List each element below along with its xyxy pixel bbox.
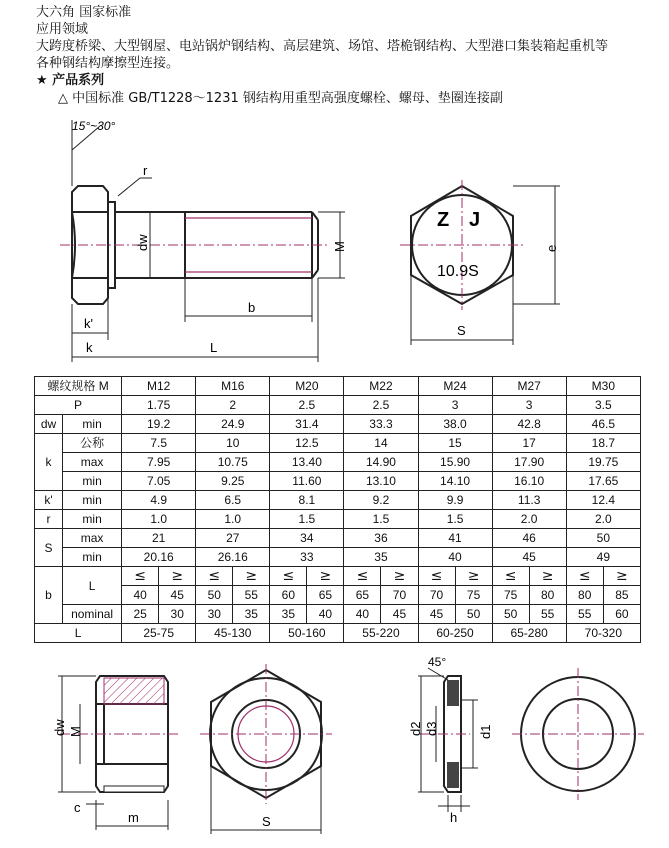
table-cell: 60 [603, 605, 640, 624]
row-label: dw [35, 415, 63, 434]
table-header-cell: M22 [344, 377, 418, 396]
table-cell: 50-160 [270, 624, 344, 643]
table-cell: 60 [270, 586, 307, 605]
table-cell: 46 [492, 529, 566, 548]
table-cell: 31.4 [270, 415, 344, 434]
table-cell: 38.0 [418, 415, 492, 434]
table-cell: 14.10 [418, 472, 492, 491]
table-row [35, 548, 641, 567]
table-cell: 15 [418, 434, 492, 453]
table-cell: 40 [122, 586, 159, 605]
table-cell: 40 [344, 605, 381, 624]
row-label: k [35, 434, 63, 491]
row-sublabel: min [63, 415, 122, 434]
product-series-heading: ★ 产品系列 [36, 73, 105, 88]
row-sublabel: min [63, 491, 122, 510]
row-sublabel: L [63, 567, 122, 605]
row-label: L [35, 624, 122, 643]
table-cell: 14 [344, 434, 418, 453]
table-row [35, 472, 641, 491]
table-cell: 9.2 [344, 491, 418, 510]
table-cell: 14.90 [344, 453, 418, 472]
table-cell: 70 [381, 586, 418, 605]
row-label: b [35, 567, 63, 624]
table-cell: 70-320 [566, 624, 640, 643]
table-cell: 25 [122, 605, 159, 624]
table-cell: 80 [529, 586, 566, 605]
table-cell: 30 [159, 605, 196, 624]
row-label: P [35, 396, 122, 415]
table-cell: 2 [196, 396, 270, 415]
table-cell: 55-220 [344, 624, 418, 643]
table-cell: 17 [492, 434, 566, 453]
table-cell: 15.90 [418, 453, 492, 472]
table-cell: 10.75 [196, 453, 270, 472]
table-header-cell: M20 [270, 377, 344, 396]
table-cell: 50 [492, 605, 529, 624]
row-sublabel: max [63, 453, 122, 472]
row-sublabel: min [63, 548, 122, 567]
le-symbol: ≤ [270, 567, 307, 586]
table-cell: 17.65 [566, 472, 640, 491]
nut-washer-drawing [0, 650, 669, 848]
table-cell: 42.8 [492, 415, 566, 434]
table-header-cell: 螺纹规格 M [35, 377, 122, 396]
washer-d1-label: d1 [478, 724, 493, 739]
ge-symbol: ≥ [455, 567, 492, 586]
table-cell: 24.9 [196, 415, 270, 434]
table-cell: 46.5 [566, 415, 640, 434]
table-cell: 20.16 [122, 548, 196, 567]
table-row [35, 434, 641, 453]
table-cell: 45 [418, 605, 455, 624]
table-cell: 55 [529, 605, 566, 624]
table-cell: 30 [196, 605, 233, 624]
table-cell: 50 [196, 586, 233, 605]
application-text-2: 各种钢结构摩擦型连接。 [36, 56, 180, 71]
application-heading: 应用领域 [36, 22, 89, 37]
table-cell: 18.7 [566, 434, 640, 453]
table-row [35, 415, 641, 434]
table-cell: 2.0 [566, 510, 640, 529]
le-symbol: ≤ [122, 567, 159, 586]
table-row [35, 586, 641, 605]
table-cell: 3.5 [566, 396, 640, 415]
table-cell: 3 [492, 396, 566, 415]
nut-m-label: m [128, 810, 139, 825]
row-sublabel: min [63, 472, 122, 491]
table-row [35, 529, 641, 548]
table-cell: 1.0 [122, 510, 196, 529]
ge-symbol: ≥ [307, 567, 344, 586]
table-cell: 45 [381, 605, 418, 624]
table-cell: 35 [344, 548, 418, 567]
ge-symbol: ≥ [603, 567, 640, 586]
k-prime-label: k' [84, 316, 93, 331]
table-cell: 7.5 [122, 434, 196, 453]
table-header-cell: M16 [196, 377, 270, 396]
table-cell: 49 [566, 548, 640, 567]
washer-angle-label: 45° [428, 655, 447, 669]
row-label: S [35, 529, 63, 567]
table-cell: 55 [233, 586, 270, 605]
table-cell: 2.5 [270, 396, 344, 415]
table-cell: 50 [566, 529, 640, 548]
row-sublabel: 公称 [63, 434, 122, 453]
table-header-cell: M27 [492, 377, 566, 396]
table-cell: 25-75 [122, 624, 196, 643]
table-cell: 1.5 [418, 510, 492, 529]
table-cell: 7.05 [122, 472, 196, 491]
b-label: b [248, 300, 256, 315]
table-cell: 36 [344, 529, 418, 548]
table-cell: 19.2 [122, 415, 196, 434]
table-cell: 6.5 [196, 491, 270, 510]
M-label: M [332, 241, 347, 252]
table-header-cell: M30 [566, 377, 640, 396]
ge-symbol: ≥ [233, 567, 270, 586]
table-cell: 65-280 [492, 624, 566, 643]
table-cell: 11.3 [492, 491, 566, 510]
table-cell: 40 [418, 548, 492, 567]
table-cell: 40 [307, 605, 344, 624]
title-line: 大六角 国家标准 [36, 5, 132, 20]
table-cell: 41 [418, 529, 492, 548]
S-label: S [457, 323, 466, 338]
table-cell: 45 [159, 586, 196, 605]
table-cell: 7.95 [122, 453, 196, 472]
table-cell: 1.5 [344, 510, 418, 529]
table-cell: 13.40 [270, 453, 344, 472]
table-cell: 8.1 [270, 491, 344, 510]
washer-h-label: h [450, 810, 458, 825]
table-cell: 2.0 [492, 510, 566, 529]
table-row [35, 491, 641, 510]
table-row [35, 605, 641, 624]
ge-symbol: ≥ [529, 567, 566, 586]
angle-label: 15°~30° [72, 119, 116, 133]
table-cell: 45-130 [196, 624, 270, 643]
table-row [35, 453, 641, 472]
spec-table [34, 376, 641, 643]
table-cell: 65 [344, 586, 381, 605]
table-cell: 19.75 [566, 453, 640, 472]
table-cell: 13.10 [344, 472, 418, 491]
table-cell: 12.4 [566, 491, 640, 510]
grade-mark: 10.9S [437, 263, 479, 280]
table-cell: 26.16 [196, 548, 270, 567]
table-cell: 60-250 [418, 624, 492, 643]
row-sublabel: min [63, 510, 122, 529]
le-symbol: ≤ [566, 567, 603, 586]
nut-M-label: M [68, 726, 83, 737]
table-cell: 27 [196, 529, 270, 548]
table-cell: 85 [603, 586, 640, 605]
table-cell: 1.0 [196, 510, 270, 529]
table-cell: 16.10 [492, 472, 566, 491]
table-cell: 9.25 [196, 472, 270, 491]
table-cell: 70 [418, 586, 455, 605]
standard-line: △ 中国标准 GB/T1228～1231 钢结构用重型高强度螺栓、螺母、垫圈连接副 [58, 91, 503, 106]
row-sublabel: nominal [63, 605, 122, 624]
head-mark-z: Z [437, 209, 450, 231]
table-row [35, 510, 641, 529]
application-text-1: 大跨度桥梁、大型钢屋、电站锅炉钢结构、高层建筑、场馆、塔桅钢结构、大型港口集装箱起重机等 [36, 39, 609, 54]
table-header-cell: M12 [122, 377, 196, 396]
table-cell: 17.90 [492, 453, 566, 472]
row-label: r [35, 510, 63, 529]
table-cell: 12.5 [270, 434, 344, 453]
table-cell: 50 [455, 605, 492, 624]
table-cell: 11.60 [270, 472, 344, 491]
row-sublabel: max [63, 529, 122, 548]
table-row [35, 567, 641, 586]
table-header-cell: M24 [418, 377, 492, 396]
table-cell: 10 [196, 434, 270, 453]
ge-symbol: ≥ [159, 567, 196, 586]
washer-d2-label: d2 [408, 721, 423, 736]
table-cell: 33.3 [344, 415, 418, 434]
table-cell: 34 [270, 529, 344, 548]
table-cell: 35 [270, 605, 307, 624]
ge-symbol: ≥ [381, 567, 418, 586]
washer-d3-label: d3 [424, 721, 439, 736]
table-cell: 3 [418, 396, 492, 415]
table-cell: 1.75 [122, 396, 196, 415]
nut-c-label: c [74, 800, 81, 815]
le-symbol: ≤ [418, 567, 455, 586]
nut-dw-label: dw [52, 719, 67, 736]
nut-S-label: S [262, 814, 271, 829]
table-cell: 80 [566, 586, 603, 605]
bolt-drawing [0, 0, 669, 372]
table-cell: 45 [492, 548, 566, 567]
row-label: k' [35, 491, 63, 510]
table-cell: 21 [122, 529, 196, 548]
e-label: e [544, 244, 559, 252]
table-cell: 65 [307, 586, 344, 605]
le-symbol: ≤ [492, 567, 529, 586]
dw-label: dw [135, 234, 150, 251]
table-cell: 35 [233, 605, 270, 624]
table-row [35, 396, 641, 415]
table-cell: 75 [492, 586, 529, 605]
le-symbol: ≤ [196, 567, 233, 586]
table-row [35, 624, 641, 643]
table-cell: 9.9 [418, 491, 492, 510]
table-cell: 33 [270, 548, 344, 567]
table-cell: 75 [455, 586, 492, 605]
k-label: k [86, 340, 93, 355]
table-cell: 1.5 [270, 510, 344, 529]
r-label: r [143, 163, 148, 178]
table-cell: 4.9 [122, 491, 196, 510]
le-symbol: ≤ [344, 567, 381, 586]
head-mark-j: J [469, 209, 481, 231]
table-cell: 55 [566, 605, 603, 624]
table-cell: 2.5 [344, 396, 418, 415]
table-header-row [35, 377, 641, 396]
L-label: L [210, 340, 218, 355]
